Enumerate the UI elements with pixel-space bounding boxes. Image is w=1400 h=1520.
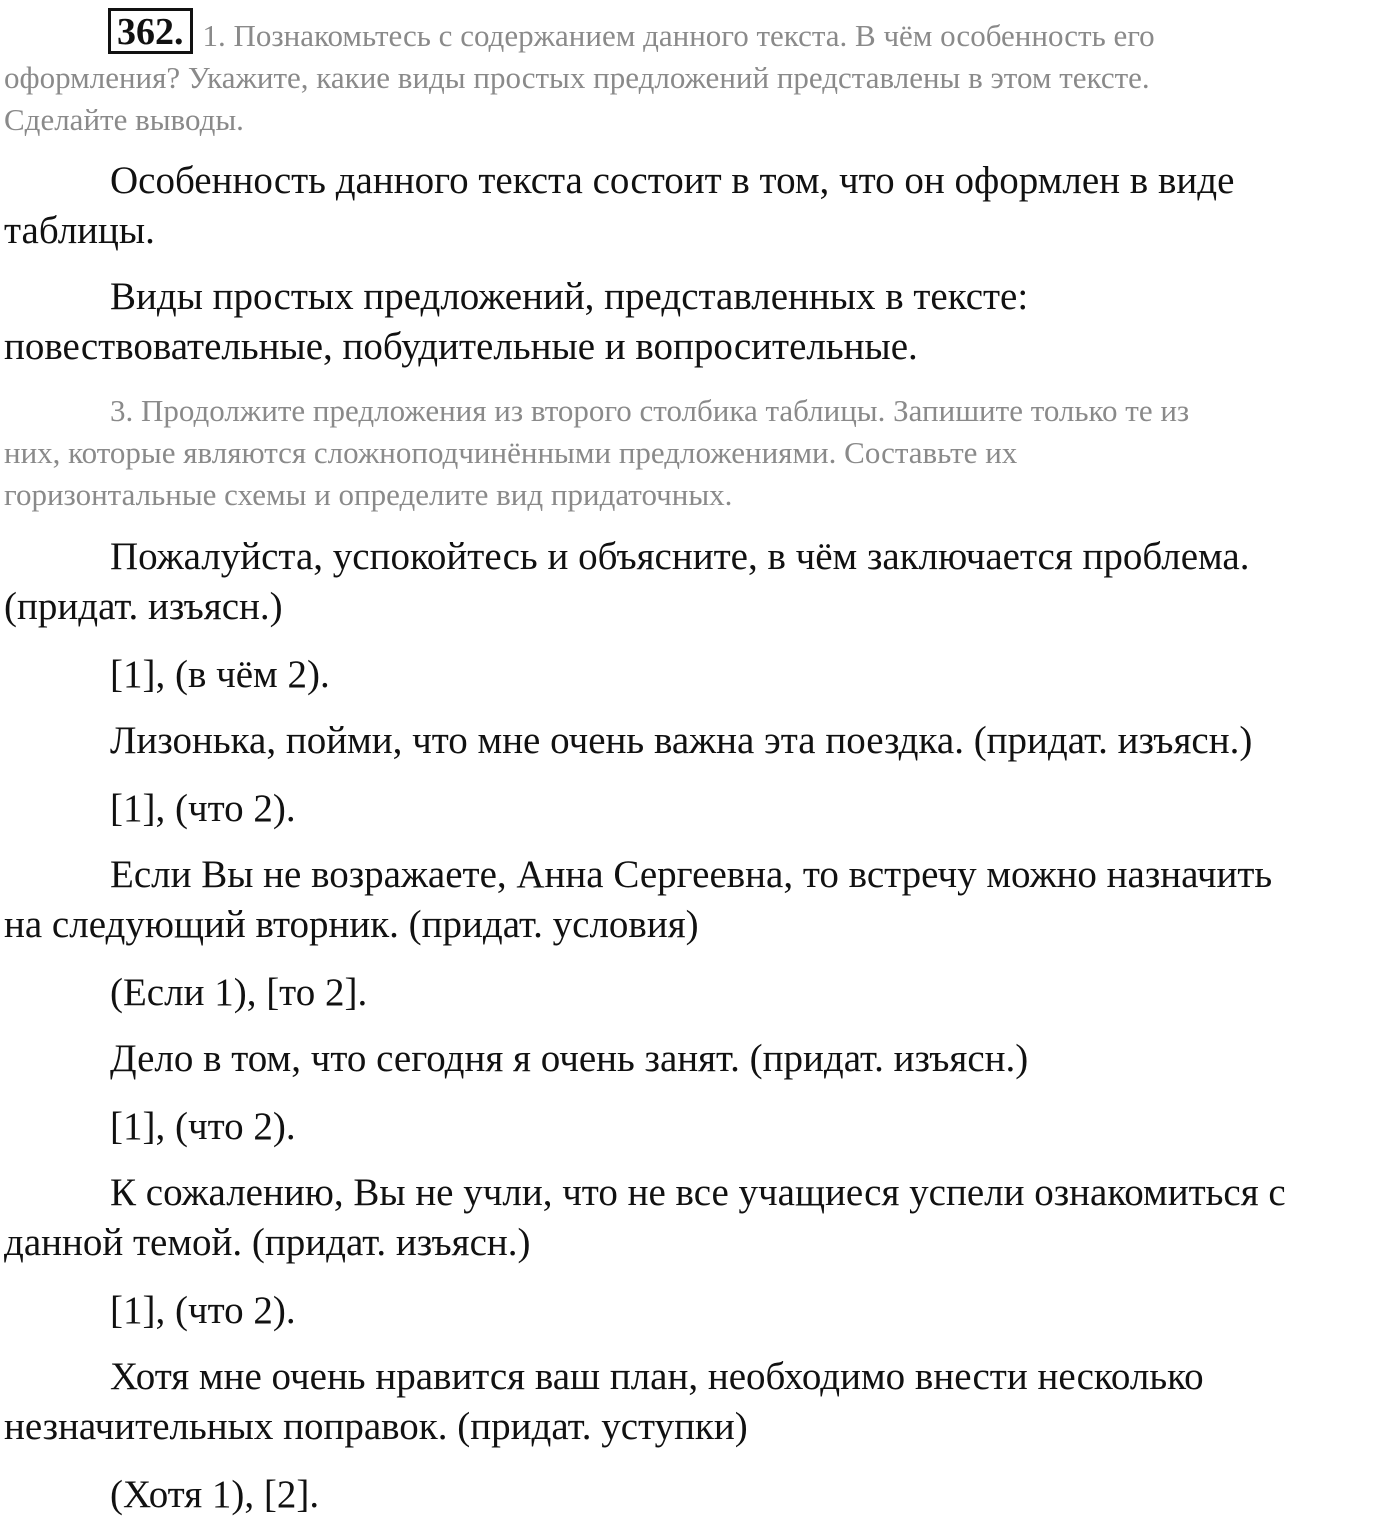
sentence-4 — [4, 1034, 1400, 1084]
scheme-3: (Если 1), [то 2]. — [110, 971, 368, 1014]
sentence-2 — [4, 716, 1400, 766]
part1-label: 1. — [202, 18, 226, 53]
sentence-6-line2: незначительных поправок. (придат. уступки) — [4, 1405, 748, 1448]
sentence-2-line1: Лизонька, пойми, что мне очень важна эта поездка. (придат. изъясн.) — [110, 719, 1253, 762]
part3-line3: горизонтальные схемы и определите вид придаточных. — [4, 477, 733, 512]
sentence-5-line2: данной темой. (придат. изъясн.) — [4, 1221, 531, 1264]
part1-line2: оформления? Укажите, какие виды простых предложений представлены в этом тексте. — [4, 60, 1150, 95]
sentence-1-line1: Пожалуйста, успокойтесь и объясните, в чём заключается проблема. — [110, 535, 1250, 578]
task-instruction-part3 — [4, 390, 1400, 516]
scheme-6: (Хотя 1), [2]. — [110, 1473, 320, 1516]
scheme-1: [1], (в чём 2). — [110, 653, 330, 696]
task-instruction-part1 — [4, 8, 1400, 141]
answer2-line1: Виды простых предложений, представленных в тексте: — [110, 275, 1029, 318]
part3-line2: них, которые являются сложноподчинёнными предложениями. Составьте их — [4, 435, 1018, 470]
sentence-3-line1: Если Вы не возражаете, Анна Сергеевна, то встречу можно назначить — [110, 853, 1273, 896]
sentence-6-line1: Хотя мне очень нравится ваш план, необходимо внести несколько — [110, 1355, 1204, 1398]
scheme-2: [1], (что 2). — [110, 787, 296, 830]
sentence-1 — [4, 532, 1400, 632]
scheme-4: [1], (что 2). — [110, 1105, 296, 1148]
sentence-4-line1: Дело в том, что сегодня я очень занят. (придат. изъясн.) — [110, 1037, 1029, 1080]
answer-paragraph-1 — [4, 156, 1400, 256]
sentence-5 — [4, 1168, 1400, 1268]
scheme-5: [1], (что 2). — [110, 1289, 296, 1332]
part1-line3: Сделайте выводы. — [4, 102, 244, 137]
part1-line1: Познакомьтесь с содержанием данного текста. В чём особенность его — [233, 18, 1155, 53]
answer-paragraph-2 — [4, 272, 1400, 372]
sentence-1-line2: (придат. изъясн.) — [4, 585, 283, 628]
sentence-3-line2: на следующий вторник. (придат. условия) — [4, 903, 699, 946]
answer1-line2: таблицы. — [4, 209, 155, 252]
part3-line1: 3. Продолжите предложения из второго столбика таблицы. Запишите только те из — [110, 393, 1190, 428]
sentence-3 — [4, 850, 1400, 950]
sentence-6 — [4, 1352, 1400, 1452]
answer2-line2: повествовательные, побудительные и вопросительные. — [4, 325, 918, 368]
sentence-5-line1: К сожалению, Вы не учли, что не все учащиеся успели ознакомиться с — [110, 1171, 1286, 1214]
task-number: 362. — [108, 8, 193, 54]
answer1-line1: Особенность данного текста состоит в том, что он оформлен в виде — [110, 159, 1235, 202]
